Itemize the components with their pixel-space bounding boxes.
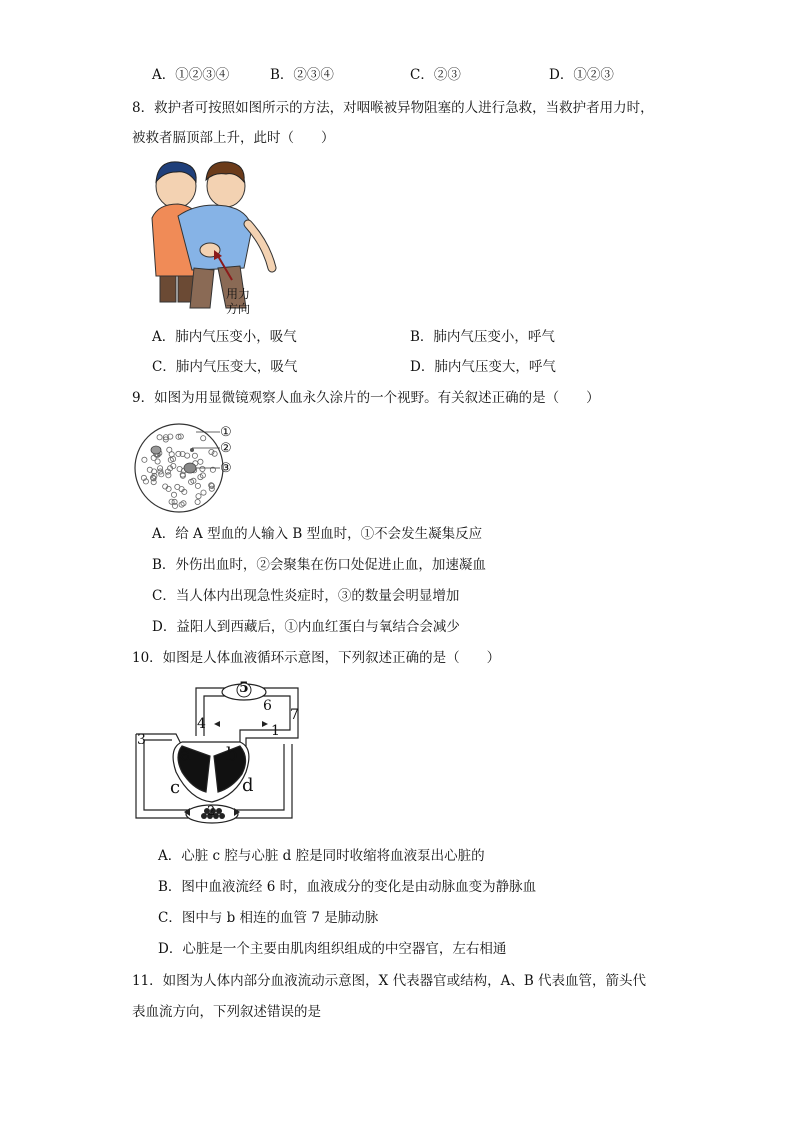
q8-stem-line2: 被救者膈顶部上升，此时（ ） [132,130,335,146]
q10-option-b[interactable]: B．图中血液流经 6 时，血液成分的变化是由动脉血变为静脉血 [158,879,537,895]
q10-label-2: 2 [207,804,216,819]
q10-option-a[interactable]: A．心脏 c 腔与心脏 d 腔是同时收缩将血液泵出心脏的 [158,848,485,864]
q8-option-c[interactable]: C．肺内气压变大，吸气 [152,359,298,375]
q10-label-4: 4 [197,716,206,732]
q9-label-3: ③ [220,461,232,476]
q10-label-6: 6 [263,698,272,714]
q10-label-1: 1 [271,723,280,739]
q9-option-b[interactable]: B．外伤出血时，②会聚集在伤口处促进止血，加速凝血 [152,557,486,573]
q11-stem-line1: 11．如图为人体内部分血液流动示意图，X 代表器官或结构，A、B 代表血管，箭头代 [132,973,647,989]
q10-label-7: 7 [290,707,299,723]
q9-option-d[interactable]: D．益阳人到西藏后，①内血红蛋白与氧结合会减少 [152,619,460,635]
q9-option-a[interactable]: A．给 A 型血的人输入 B 型血时，①不会发生凝集反应 [152,526,483,542]
q10-stem: 10．如图是人体血液循环示意图，下列叙述正确的是（ ） [132,650,501,666]
q10-label-b: b [226,744,238,765]
q8-figure-label-2: 方向 [226,302,251,316]
q9-label-2: ② [220,441,232,456]
q10-label-c: c [170,777,181,798]
q10-circulation-diagram [132,676,312,826]
q7-option-d[interactable]: D．①②③ [549,67,614,83]
q8-heimlich-figure [148,158,278,320]
q8-stem-line1: 8．救护者可按照如图所示的方法，对咽喉被异物阻塞的人进行急救，当救护者用力时， [132,100,654,116]
q9-label-1: ① [220,425,232,440]
q8-option-a[interactable]: A．肺内气压变小，吸气 [152,329,297,345]
q10-option-c[interactable]: C．图中与 b 相连的血管 7 是肺动脉 [158,910,379,926]
q10-label-d: d [242,775,254,796]
q10-label-3: 3 [137,732,146,748]
q8-figure-label-1: 用力 [226,287,251,301]
q7-option-c[interactable]: C．②③ [410,67,461,83]
q7-option-b[interactable]: B．②③④ [270,67,334,83]
q8-option-b[interactable]: B．肺内气压变小，呼气 [410,329,555,345]
q10-label-5: 5 [239,680,249,696]
q10-option-d[interactable]: D．心脏是一个主要由肌肉组织组成的中空器官，左右相通 [158,941,507,957]
q8-option-d[interactable]: D．肺内气压变大，呼气 [410,359,556,375]
q9-option-c[interactable]: C．当人体内出现急性炎症时，③的数量会明显增加 [152,588,460,604]
q7-option-a[interactable]: A．①②③④ [152,67,230,83]
q10-label-a: a [180,744,191,765]
q9-stem: 9．如图为用显微镜观察人血永久涂片的一个视野。有关叙述正确的是（ ） [132,390,600,406]
q11-stem-line2: 表血流方向，下列叙述错误的是 [132,1004,321,1020]
